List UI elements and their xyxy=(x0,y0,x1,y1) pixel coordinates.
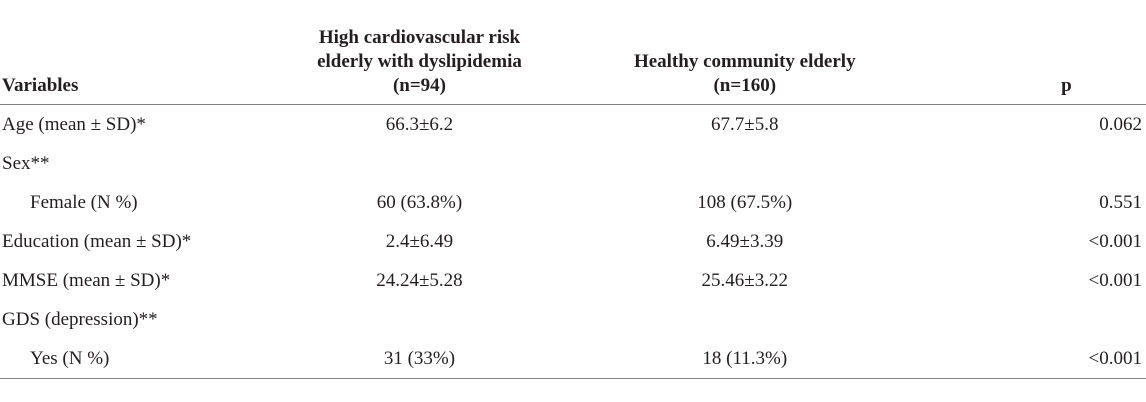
group1-cell: 24.24±5.28 xyxy=(376,269,463,291)
table-row xyxy=(0,222,1146,261)
p-value-cell: <0.001 xyxy=(1088,230,1142,252)
header-p: p xyxy=(907,0,1146,105)
p-value-cell: <0.001 xyxy=(907,339,1146,379)
header-group1-line: (n=94) xyxy=(392,75,446,96)
header-group2 xyxy=(583,0,907,105)
group2-cell: 108 (67.5%) xyxy=(697,191,793,213)
group2-cell: 6.49±3.39 xyxy=(706,230,784,252)
p-value-cell xyxy=(907,300,1146,339)
header-group1-line: elderly with dyslipidemia xyxy=(317,51,522,72)
group1-cell: 31 (33%) xyxy=(256,339,583,379)
group2-cell: 67.7±5.8 xyxy=(711,113,779,135)
table-body xyxy=(0,105,1146,379)
variable-cell: Age (mean ± SD)* xyxy=(2,113,146,135)
group1-cell xyxy=(256,144,583,183)
variable-cell: Education (mean ± SD)* xyxy=(2,230,192,252)
variable-cell: Yes (N %) xyxy=(0,339,256,379)
p-value-cell: <0.001 xyxy=(1088,269,1142,291)
table-row xyxy=(0,183,1146,222)
group1-cell: 2.4±6.49 xyxy=(385,230,454,252)
header-group1 xyxy=(256,0,583,105)
group2-cell xyxy=(583,300,907,339)
table-row xyxy=(0,261,1146,300)
group2-cell: 18 (11.3%) xyxy=(583,339,907,379)
variable-cell: Sex** xyxy=(2,152,50,174)
header-variables: Variables xyxy=(0,0,256,105)
table-header-row xyxy=(0,0,1146,105)
variable-cell: GDS (depression)** xyxy=(2,308,158,330)
group1-cell: 66.3±6.2 xyxy=(385,113,454,135)
group2-cell xyxy=(583,144,907,183)
table-row xyxy=(0,105,1146,145)
header-group1-line: High cardiovascular risk xyxy=(318,27,521,48)
p-value-cell xyxy=(907,144,1146,183)
p-value-cell: 0.062 xyxy=(1099,113,1142,135)
variable-cell: MMSE (mean ± SD)* xyxy=(2,269,171,291)
header-group2-line: (n=160) xyxy=(713,75,777,96)
table-row xyxy=(0,339,1146,379)
p-value-cell: 0.551 xyxy=(1099,191,1142,213)
group1-cell xyxy=(256,300,583,339)
group1-cell: 60 (63.8%) xyxy=(376,191,463,213)
variable-cell: Female (N %) xyxy=(30,191,138,213)
header-group2-line: Healthy community elderly xyxy=(633,51,856,72)
table-row xyxy=(0,144,1146,183)
group2-cell: 25.46±3.22 xyxy=(701,269,788,291)
table-row xyxy=(0,300,1146,339)
